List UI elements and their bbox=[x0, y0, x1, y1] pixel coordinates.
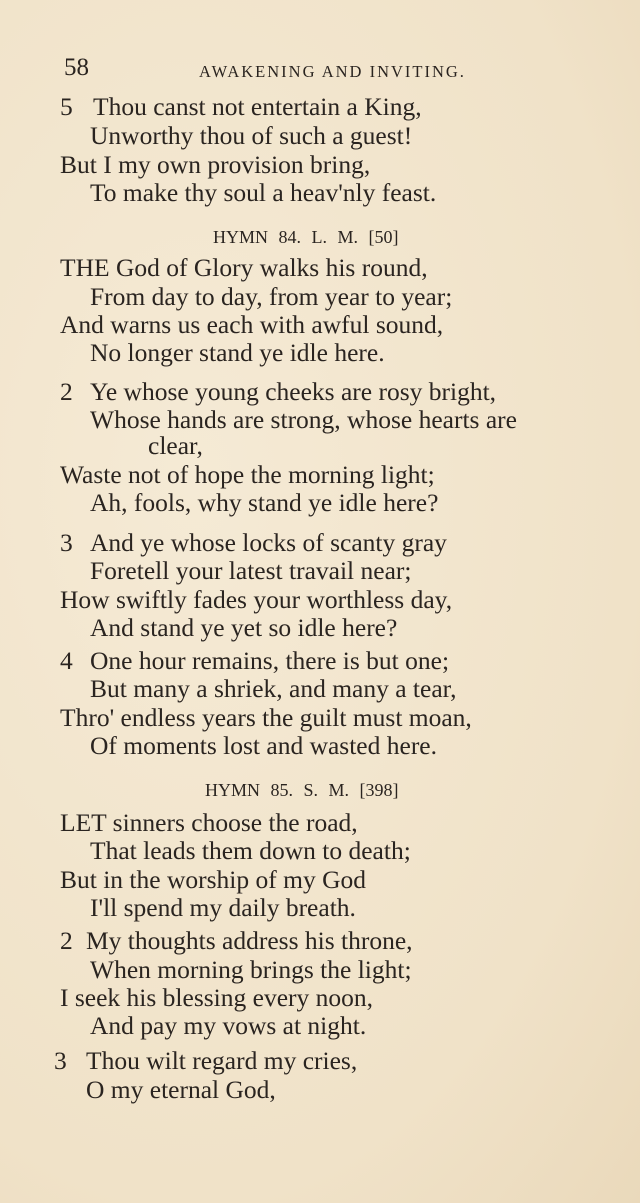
verse-line: And pay my vows at night. bbox=[90, 1011, 367, 1040]
verse-line: Foretell your latest travail near; bbox=[90, 556, 412, 585]
verse-number: 3 bbox=[54, 1046, 67, 1075]
verse-line: No longer stand ye idle here. bbox=[90, 338, 385, 367]
verse-number: 4 bbox=[60, 646, 73, 675]
verse-line: O my eternal God, bbox=[86, 1075, 276, 1104]
verse-line: To make thy soul a heav'nly feast. bbox=[90, 178, 437, 207]
verse-line: Thou wilt regard my cries, bbox=[86, 1046, 358, 1075]
verse-line: I'll spend my daily breath. bbox=[90, 893, 356, 922]
verse-number: 3 bbox=[60, 528, 73, 557]
verse-line: And ye whose locks of scanty gray bbox=[90, 528, 447, 557]
running-title: AWAKENING AND INVITING. bbox=[199, 62, 466, 81]
verse-line: How swiftly fades your worthless day, bbox=[60, 585, 453, 614]
verse-number: 2 bbox=[60, 377, 73, 406]
verse-line: Unworthy thou of such a guest! bbox=[90, 121, 413, 150]
verse-line: But I my own provision bring, bbox=[60, 150, 371, 179]
verse-line: When morning brings the light; bbox=[90, 955, 412, 984]
verse-line: And warns us each with awful sound, bbox=[60, 310, 444, 339]
verse-line: THE God of Glory walks his round, bbox=[60, 253, 428, 282]
verse-line: clear, bbox=[148, 431, 203, 460]
verse-line: Of moments lost and wasted here. bbox=[90, 731, 438, 760]
verse-line: Ah, fools, why stand ye idle here? bbox=[90, 488, 439, 517]
verse-line: And stand ye yet so idle here? bbox=[90, 613, 398, 642]
verse-line: That leads them down to death; bbox=[90, 836, 411, 865]
verse-line: From day to day, from year to year; bbox=[90, 282, 453, 311]
verse-line: My thoughts address his throne, bbox=[86, 926, 413, 955]
verse-line: But many a shriek, and many a tear, bbox=[90, 674, 457, 703]
verse-line: But in the worship of my God bbox=[60, 865, 366, 894]
verse-number: 5 bbox=[60, 92, 73, 121]
verse-line: Waste not of hope the morning light; bbox=[60, 460, 435, 489]
verse-line: Thou canst not entertain a King, bbox=[93, 92, 422, 121]
verse-line: LET sinners choose the road, bbox=[60, 808, 358, 837]
verse-line: I seek his blessing every noon, bbox=[60, 983, 374, 1012]
verse-line: Thro' endless years the guilt must moan, bbox=[60, 703, 472, 732]
verse-line: One hour remains, there is but one; bbox=[90, 646, 450, 675]
hymn-heading: HYMN 84. L. M. [50] bbox=[213, 227, 399, 247]
hymn-heading: HYMN 85. S. M. [398] bbox=[205, 780, 399, 800]
verse-number: 2 bbox=[60, 926, 73, 955]
verse-line: Whose hands are strong, whose hearts are bbox=[90, 405, 517, 434]
verse-line: Ye whose young cheeks are rosy bright, bbox=[90, 377, 497, 406]
page-number: 58 bbox=[64, 54, 89, 81]
